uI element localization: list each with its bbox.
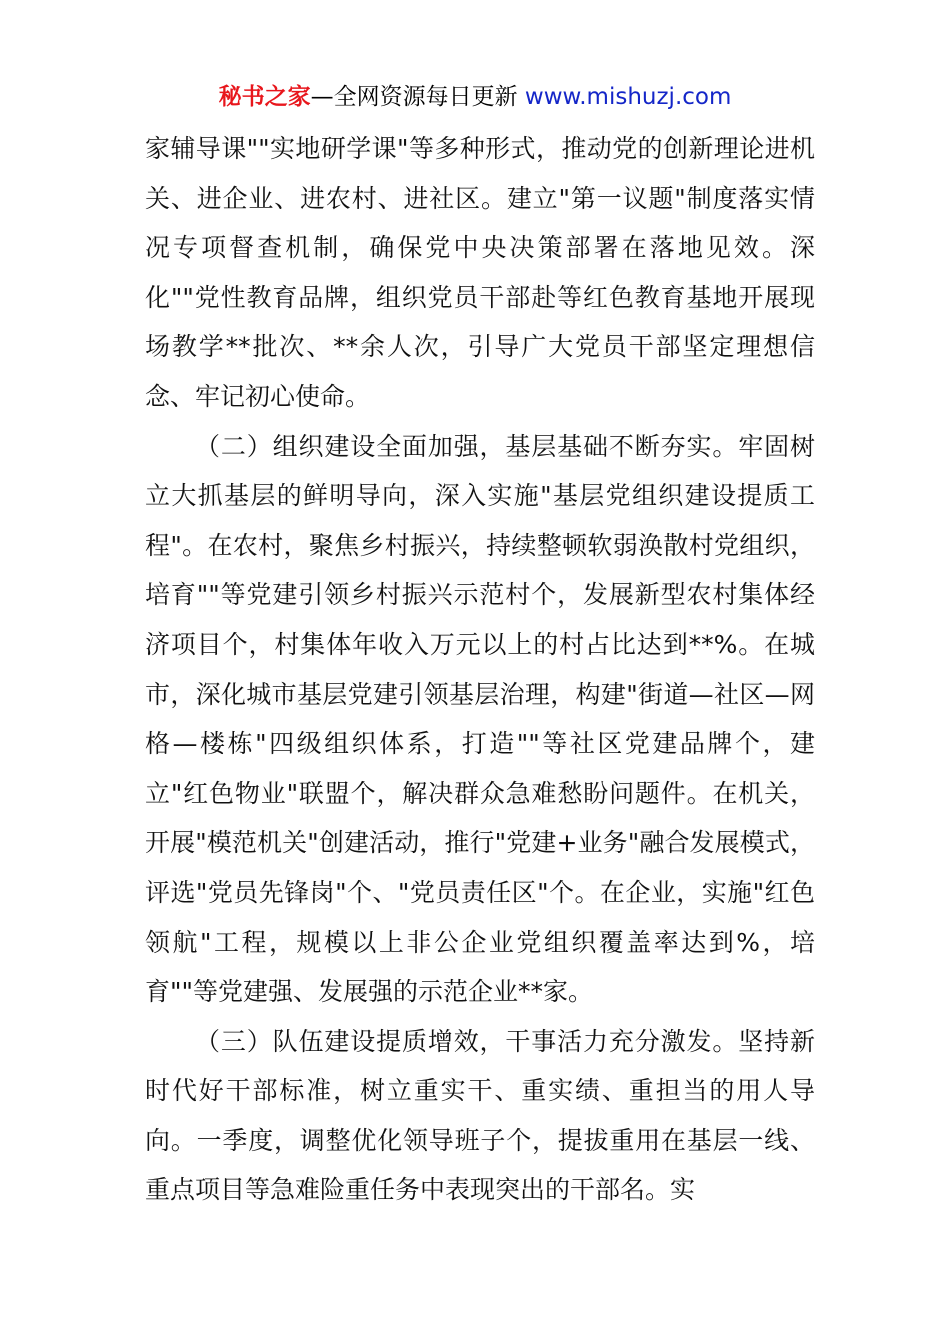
page-header [0, 82, 950, 112]
header-tagline: —全网资源每日更新 [310, 84, 518, 110]
header-url-link[interactable]: www.mishuzj.com [524, 84, 732, 110]
paragraph-team-building: （三）队伍建设提质增效，干事活力充分激发。坚持新时代好干部标准，树立重实干、重实绩、重担当的用人导向。一季度，调整优化领导班子个，提拔重用在基层一线、重点项目等急难险重任务中表现突出的干部名。实 [145, 1026, 815, 1205]
header-brand: 秘书之家 [218, 84, 311, 110]
paragraph-organization-building: （二）组织建设全面加强，基层基础不断夯实。牢固树立大抓基层的鲜明导向，深入实施"基层党组织建设提质工程"。在农村，聚焦乡村振兴，持续整顿软弱涣散村党组织，培育""等党建引领乡村振兴示范村个，发展新型农村集体经济项目个，村集体年收入万元以上的村占比达到**%。在城市，深化城市基层党建引领基层治理，构建"街道—社区—网格—楼栋"四级组织体系，打造""等社区党建品牌个，建立"红色物业"联盟个，解决群众急难愁盼问题件。在机关，开展"模范机关"创建活动，推行"党建+业务"融合发展模式，评选"党员先锋岗"个、"党员责任区"个。在企业，实施"红色领航"工程，规模以上非公企业党组织覆盖率达到%，培育""等党建强、发展强的示范企业**家。 [145, 431, 815, 1007]
document-body [145, 124, 815, 1215]
paragraph-continued: 家辅导课""实地研学课"等多种形式，推动党的创新理论进机关、进企业、进农村、进社区。建立"第一议题"制度落实情况专项督查机制，确保党中央决策部署在落地见效。深化""党性教育品牌，组织党员干部赴等红色教育基地开展现场教学**批次、**余人次，引导广大党员干部坚定理想信念、牢记初心使命。 [145, 134, 815, 411]
